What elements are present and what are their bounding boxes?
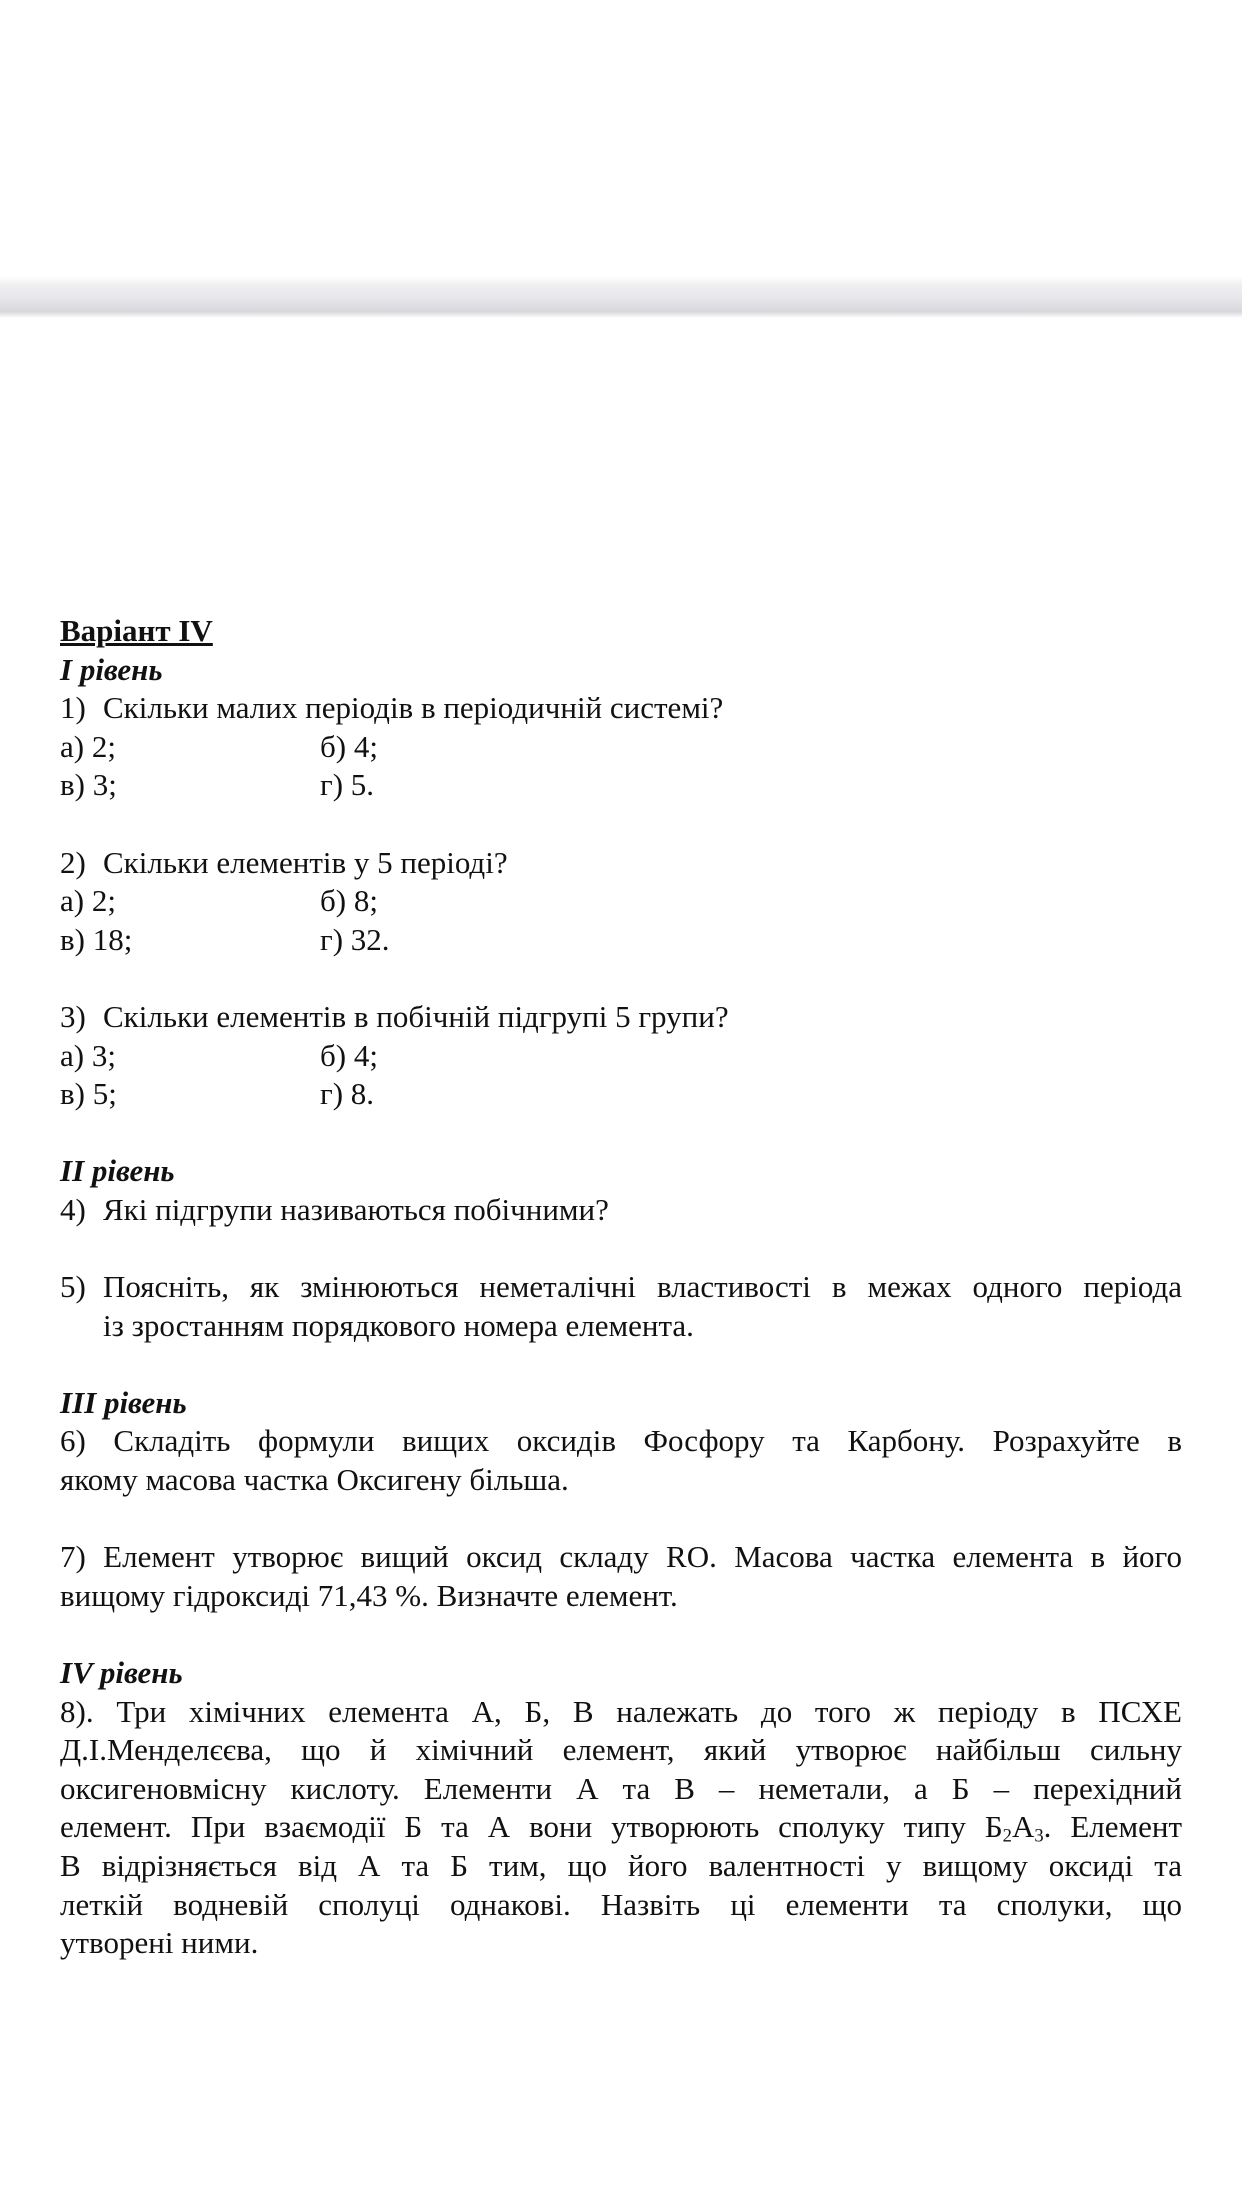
question-6-line-2: якому масова частка Оксигену більша. — [60, 1462, 569, 1498]
formula-subscript-b: 2 — [1002, 1826, 1012, 1848]
question-8-line-2: Д.І.Менделєєва, що й хімічний елемент, який утворює найбільш сильну — [60, 1732, 1182, 1768]
question-3-option-a: а) 3; — [60, 1037, 116, 1073]
question-8-line-4-text: елемент. При взаємодії Б та А вони утворюють сполуку типу — [60, 1809, 985, 1845]
formula-element-b: Б — [984, 1809, 1003, 1845]
question-8-line-4 — [60, 1808, 1182, 1847]
variant-title: Варіант IV — [60, 613, 213, 648]
question-3 — [60, 998, 1182, 1037]
question-8-line-3: оксигеновмісну кислоту. Елементи А та В – неметали, а Б – перехідний — [60, 1770, 1182, 1806]
question-3-text: Скільки елементів в побічній підгрупі 5 групи? — [103, 998, 729, 1034]
question-1-option-b: б) 4; — [320, 728, 378, 764]
question-7-line-1: 7) Елемент утворює вищий оксид складу RO. Масова частка елемента в його — [60, 1539, 1182, 1575]
question-2-option-d: г) 32. — [320, 921, 390, 957]
question-3-option-d: г) 8. — [320, 1076, 375, 1112]
question-1-text: Скільки малих періодів в періодичній системі? — [103, 690, 724, 726]
question-8-line-1: 8). Три хімічних елемента А, Б, В належать до того ж періоду в ПСХЕ — [60, 1693, 1182, 1729]
question-1-options-row-1 — [60, 728, 1182, 767]
question-7-line-2: вищому гідроксиді 71,43 %. Визначте елемент. — [60, 1577, 678, 1613]
formula-subscript-a: 3 — [1034, 1826, 1044, 1848]
question-2-option-c: в) 18; — [60, 921, 133, 957]
question-8-line-7: утворені ними. — [60, 1925, 259, 1961]
question-5-number: 5) — [60, 1269, 86, 1305]
question-2-number: 2) — [60, 844, 86, 880]
question-3-options-row-2 — [60, 1075, 1182, 1114]
question-8-line-4-tail: . Елемент — [1043, 1809, 1182, 1845]
question-1 — [60, 689, 1182, 728]
question-6-line-1: 6) Складіть формули вищих оксидів Фосфору та Карбону. Розрахуйте в — [60, 1423, 1182, 1459]
question-1-number: 1) — [60, 690, 86, 726]
question-2-text: Скільки елементів у 5 періоді? — [103, 844, 508, 880]
question-3-option-b: б) 4; — [320, 1037, 378, 1073]
question-8-line-5: В відрізняється від А та Б тим, що його валентності у вищому оксиді та — [60, 1848, 1182, 1883]
level-2-heading: II рівень — [60, 1153, 175, 1189]
question-2-options-row-2 — [60, 921, 1182, 960]
question-2-option-b: б) 8; — [320, 883, 378, 919]
question-3-option-c: в) 5; — [60, 1076, 117, 1112]
level-3-heading: III рівень — [60, 1384, 187, 1420]
page-separator — [0, 276, 1242, 318]
question-4-text: Які підгрупи називаються побічними? — [103, 1191, 609, 1227]
question-1-option-d: г) 5. — [320, 767, 375, 803]
document-body — [60, 612, 1182, 1963]
question-1-option-c: в) 3; — [60, 767, 117, 803]
question-2 — [60, 844, 1182, 883]
level-4-heading: IV рівень — [60, 1655, 183, 1691]
question-2-option-a: а) 2; — [60, 883, 116, 919]
question-4-number: 4) — [60, 1191, 86, 1227]
question-4 — [60, 1191, 1182, 1230]
question-3-options-row-1 — [60, 1037, 1182, 1076]
question-1-option-a: а) 2; — [60, 728, 116, 764]
question-5-text-line-2: із зростанням порядкового номера елемента. — [103, 1307, 694, 1343]
question-8-line-6: леткій водневій сполуці однакові. Назвіть ці елементи та сполуки, що — [60, 1886, 1182, 1922]
question-3-number: 3) — [60, 998, 86, 1034]
question-5 — [60, 1268, 1182, 1307]
level-1-heading: I рівень — [60, 651, 163, 687]
formula-element-a: А — [1011, 1809, 1035, 1845]
compound-formula — [984, 1809, 1044, 1848]
question-2-options-row-1 — [60, 882, 1182, 921]
question-5-text-line-1: Поясніть, як змінюються неметалічні властивості в межах одного періода — [103, 1269, 1182, 1305]
question-1-options-row-2 — [60, 766, 1182, 805]
